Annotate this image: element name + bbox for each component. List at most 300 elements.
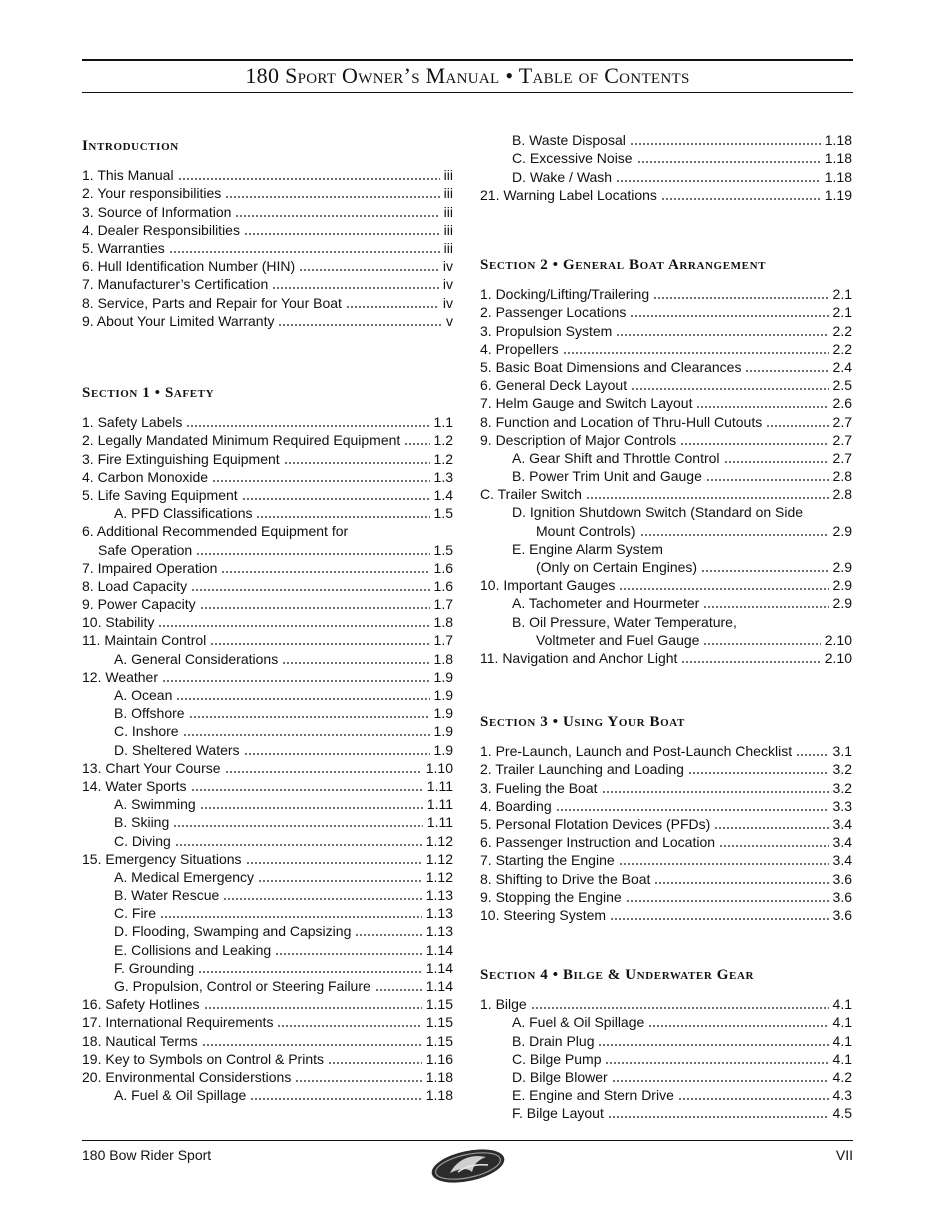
dot-leader [661,198,821,200]
dot-leader [355,934,421,936]
toc-entry [82,867,453,885]
title-bottom-rule [82,92,853,93]
toc-entry-title: C. Fire [114,905,156,922]
dot-leader [186,425,429,427]
toc-entry [82,448,453,466]
toc-entry-title: A. Fuel & Oil Spillage [114,1087,247,1104]
toc-entry-page: 1.6 [433,559,453,576]
toc-entry [480,375,852,393]
toc-entry-title: 3. Source of Information [82,203,232,220]
toc-entry-title: B. Drain Plug [512,1032,595,1049]
toc-entry-title: 8. Service, Parts and Repair for Your Boat [82,294,342,311]
toc-entry-page: 4.5 [832,1105,852,1122]
toc-entry [82,1067,453,1085]
dot-leader [277,1025,421,1027]
dot-leader [714,827,828,829]
toc-entry-title: 1. This Manual [82,167,174,184]
toc-entry-page: 2.6 [832,395,852,412]
dot-leader [223,898,421,900]
toc-entry-page: 2.10 [824,649,852,666]
toc-entry-title: 21. Warning Label Locations [480,186,657,203]
toc-entry-page: 4.1 [832,1050,852,1067]
toc-entry-title: 2. Trailer Launching and Loading [480,761,684,778]
toc-entry [82,703,453,721]
dot-leader [688,772,829,774]
toc-entry-title: 9. Description of Major Controls [480,431,677,448]
toc-entry [82,1049,453,1067]
toc-entry-page: 1.4 [433,486,453,503]
section-1-continued-list [480,130,852,203]
dot-leader [640,534,829,536]
dot-leader [221,571,429,573]
toc-entry [82,939,453,957]
toc-entry-page: 1.8 [433,650,453,667]
dot-leader [225,771,422,773]
toc-entry-page: iii [443,203,453,220]
toc-entry-page: 1.18 [425,1087,453,1104]
dot-leader [648,1025,828,1027]
toc-entry-title: A. Ocean [114,687,173,703]
toc-entry [480,575,852,593]
toc-entry-page: 4.1 [832,1014,852,1031]
toc-entry-title: 9. Power Capacity [82,596,196,613]
toc-entry-title: D. Wake / Wash [512,168,613,185]
toc-entry [480,448,852,466]
dot-leader [703,643,820,645]
dot-leader [235,215,439,217]
introduction-heading: Introduction [82,138,179,154]
toc-entry-page: 3.3 [832,797,852,814]
dot-leader [246,862,422,864]
dot-leader [631,388,828,390]
dot-leader [619,863,829,865]
section-1-list [82,412,453,1103]
toc-entry-title: 9. About Your Limited Warranty [82,312,275,329]
toc-entry [82,794,453,812]
toc-entry-page: 1.1 [433,414,453,431]
dot-leader [678,1098,829,1100]
toc-entry [82,812,453,830]
toc-entry [480,484,852,502]
toc-entry-page: 1.12 [425,850,453,867]
toc-entry-page: 1.3 [433,468,453,485]
toc-entry-page: 1.9 [433,668,453,685]
toc-entry-page: iii [443,221,453,238]
toc-entry-title: 5. Warranties [82,239,165,256]
toc-entry-title: E. Engine and Stern Drive [512,1087,674,1104]
toc-entry [480,648,852,666]
toc-entry-title: 2. Passenger Locations [480,304,627,321]
dot-leader [605,1062,828,1064]
toc-entry-title: F. Grounding [114,959,195,976]
toc-entry [82,849,453,867]
toc-entry [82,485,453,503]
toc-entry [480,1049,852,1067]
toc-entry-title: C. Inshore [114,723,179,740]
toc-entry-page: iii [443,185,453,202]
toc-entry [480,320,852,338]
toc-entry [82,958,453,976]
dot-leader [608,1116,829,1118]
toc-entry-page: 2.8 [832,486,852,503]
toc-entry-title: Mount Controls) [536,522,636,539]
toc-entry [82,467,453,485]
toc-entry-title: 1. Bilge [480,996,527,1013]
dot-leader [703,606,828,608]
toc-entry [480,741,852,759]
toc-entry-title: B. Skiing [114,814,170,831]
toc-entry-title: 11. Navigation and Anchor Light [480,649,678,666]
page-title: 180 Sport Owner’s Manual • Table of Contents [245,63,690,88]
toc-entry-page: 1.9 [433,705,453,722]
toc-entry [82,201,453,219]
toc-entry [82,1012,453,1030]
toc-entry [82,612,453,630]
toc-entry-page: 2.9 [832,577,852,594]
dot-leader [258,880,422,882]
toc-entry-title: 3. Propulsion System [480,322,613,339]
toc-entry-page: 2.5 [832,377,852,394]
toc-entry [480,887,852,905]
dot-leader [212,480,429,482]
toc-entry-title: A. Swimming [114,796,196,813]
toc-entry-page: 2.1 [832,304,852,321]
toc-entry [82,539,453,557]
dot-leader [531,1007,829,1009]
section-2-list [480,284,852,666]
toc-entry-title: 6. Passenger Instruction and Location [480,834,716,851]
toc-entry-title: 2. Your responsibilities [82,185,222,202]
toc-entry-title: 19. Key to Symbols on Control & Prints [82,1050,324,1067]
toc-entry-page: 3.1 [832,743,852,760]
dot-leader [680,443,828,445]
toc-entry [82,685,453,703]
toc-entry [480,466,852,484]
dot-leader [637,161,821,163]
dot-leader [200,607,430,609]
dot-leader [244,233,440,235]
dot-leader [173,825,423,827]
dot-leader [175,844,422,846]
toc-entry-page: 4.3 [832,1087,852,1104]
dot-leader [745,370,828,372]
toc-entry-page: 1.19 [824,186,852,203]
toc-entry-title: D. Sheltered Waters [114,741,240,758]
toc-entry [82,292,453,310]
toc-entry-title: C. Trailer Switch [480,486,582,503]
toc-entry-title: B. Oil Pressure, Water Temperature, [512,613,737,630]
toc-entry-title: 12. Weather [82,668,159,685]
toc-entry-page: 1.18 [824,150,852,167]
toc-entry-title: 20. Environmental Considerstions [82,1068,292,1085]
toc-entry-page: 1.15 [425,1014,453,1031]
toc-entry [480,539,852,557]
dot-leader [653,297,828,299]
dot-leader [282,662,429,664]
section-2-heading: Section 2 • General Boat Arrangement [480,257,767,273]
toc-entry-page: 2.1 [832,286,852,303]
toc-entry-page: 1.11 [426,796,453,813]
dot-leader [328,1062,422,1064]
dot-leader [210,643,429,645]
toc-entry-title: B. Waste Disposal [512,132,626,149]
toc-entry [82,739,453,757]
toc-entry [480,796,852,814]
toc-entry [480,630,852,648]
toc-entry-page: 1.14 [425,978,453,994]
toc-entry [82,758,453,776]
dot-leader [766,425,828,427]
toc-entry-title: Voltmeter and Fuel Gauge [536,631,700,648]
toc-entry-page: 1.13 [425,923,453,940]
toc-entry-page: 1.9 [433,723,453,740]
toc-entry-page: 2.7 [832,449,852,466]
toc-entry-title: 10. Stability [82,614,155,631]
toc-entry-page: 1.14 [425,959,453,976]
toc-entry [480,284,852,302]
dot-leader [244,753,430,755]
toc-entry [82,503,453,521]
dot-leader [706,479,829,481]
toc-entry [82,667,453,685]
toc-entry-title: 3. Fueling the Boat [480,779,598,796]
footer-rule [82,1140,853,1141]
toc-entry-page: 1.8 [433,614,453,631]
toc-entry [480,130,852,148]
toc-entry-title: D. Flooding, Swamping and Capsizing [114,923,352,940]
toc-entry-page: 1.15 [425,996,453,1013]
toc-entry-title: 15. Emergency Situations [82,850,242,867]
toc-entry-page: 1.18 [824,132,852,149]
toc-entry [82,430,453,448]
toc-entry [480,1103,852,1121]
toc-entry [480,520,852,538]
toc-entry [82,220,453,238]
dot-leader [198,971,422,973]
toc-entry [82,994,453,1012]
toc-entry-page: 1.2 [433,450,453,467]
dot-leader [275,953,422,955]
toc-entry [480,1012,852,1030]
dot-leader [796,754,828,756]
toc-entry-title: D. Bilge Blower [512,1068,608,1085]
dot-leader [278,324,442,326]
footer-manual-name: 180 Bow Rider Sport [82,1147,212,1163]
toc-entry-page: 4.2 [832,1068,852,1085]
toc-entry-title: 9. Stopping the Engine [480,888,622,905]
dot-leader [169,251,440,253]
section-1-heading: Section 1 • Safety [82,385,215,401]
toc-entry [480,557,852,575]
toc-entry-title: 1. Pre-Launch, Launch and Post-Launch Checklist [480,743,793,760]
dot-leader [610,918,828,920]
toc-entry-page: 3.6 [832,870,852,887]
dot-leader [719,845,828,847]
dot-leader [602,791,829,793]
toc-entry [480,1030,852,1048]
toc-entry-title: 7. Starting the Engine [480,852,615,869]
dot-leader [346,306,439,308]
toc-entry [480,850,852,868]
toc-entry-title: 5. Basic Boat Dimensions and Clearances [480,358,742,375]
toc-entry-title: E. Engine Alarm System [512,540,663,557]
dot-leader [189,716,430,718]
toc-entry [480,994,852,1012]
dot-leader [586,497,829,499]
toc-entry-title: 18. Nautical Terms [82,1032,198,1049]
toc-entry [480,593,852,611]
toc-entry-title: 10. Important Gauges [480,577,616,594]
toc-entry-title: 8. Shifting to Drive the Boat [480,870,651,887]
toc-entry-page: 1.7 [433,632,453,649]
dot-leader [242,498,430,500]
toc-entry-title: C. Bilge Pump [512,1050,602,1067]
toc-entry [480,502,852,520]
toc-entry [480,814,852,832]
toc-entry-page: 1.11 [426,814,453,831]
toc-entry-page: 4.1 [832,1032,852,1049]
dot-leader [158,625,429,627]
toc-entry-title: 1. Safety Labels [82,414,183,431]
toc-entry-page: 1.15 [425,1032,453,1049]
toc-entry [480,185,852,203]
toc-entry-title: 3. Fire Extinguishing Equipment [82,450,280,467]
dot-leader [556,809,829,811]
toc-entry-page: 3.4 [832,834,852,851]
toc-entry-page: v [446,312,453,329]
toc-entry-title: A. Medical Emergency [114,868,255,885]
dot-leader [200,807,423,809]
toc-entry-page: 2.4 [832,358,852,375]
brand-logo-icon [428,1146,508,1186]
toc-entry-title: E. Collisions and Leaking [114,941,272,958]
toc-entry [82,256,453,274]
toc-entry [480,868,852,886]
dot-leader [162,680,430,682]
toc-entry-page: 1.5 [433,541,453,558]
toc-entry-title: 11. Maintain Control [82,632,207,649]
toc-entry-page: iv [442,294,453,311]
section-3-list [480,741,852,923]
toc-entry-title: 17. International Requirements [82,1014,274,1031]
toc-entry-page: 1.5 [433,505,453,522]
toc-entry-title: G. Propulsion, Control or Steering Failure [114,978,371,994]
toc-entry [82,1085,453,1103]
dot-leader [619,588,828,590]
toc-entry-page: 2.7 [832,431,852,448]
toc-entry [82,885,453,903]
toc-entry-title: 16. Safety Hotlines [82,996,200,1013]
dot-leader [616,334,828,336]
toc-entry [82,830,453,848]
toc-entry [82,558,453,576]
toc-entry-title: 8. Load Capacity [82,577,188,594]
toc-entry-title: D. Ignition Shutdown Switch (Standard on Side [512,504,804,521]
toc-entry [82,311,453,329]
toc-entry-title: C. Excessive Noise [512,150,633,167]
dot-leader [191,789,423,791]
toc-entry-page: 2.7 [832,413,852,430]
dot-leader [696,406,828,408]
dot-leader [256,516,429,518]
toc-entry-page: 1.9 [433,687,453,703]
toc-entry-page: 1.12 [425,832,453,849]
toc-entry-title: 5. Personal Flotation Devices (PFDs) [480,815,711,832]
toc-entry [82,903,453,921]
toc-entry [480,832,852,850]
toc-entry-title: B. Power Trim Unit and Gauge [512,468,702,485]
dot-leader [295,1080,421,1082]
toc-entry-page: 3.6 [832,906,852,923]
dot-leader [272,287,439,289]
dot-leader [724,461,829,463]
section-4-heading: Section 4 • Bilge & Underwater Gear [480,967,755,983]
toc-entry-title: B. Offshore [114,705,185,722]
toc-entry-page: 1.18 [425,1068,453,1085]
toc-entry-title: 4. Dealer Responsibilities [82,221,240,238]
dot-leader [563,352,829,354]
dot-leader [284,462,430,464]
toc-entry-title: A. General Considerations [114,650,279,667]
toc-entry-title: 8. Function and Location of Thru-Hull Cutouts [480,413,763,430]
toc-entry-title: Safe Operation [98,541,193,558]
toc-entry-title: (Only on Certain Engines) [536,559,698,575]
toc-entry [480,302,852,320]
toc-entry-title: F. Bilge Layout [512,1105,604,1122]
toc-entry-page: 3.4 [832,815,852,832]
dot-leader [701,570,828,572]
toc-entry [82,238,453,256]
toc-entry-title: 4. Boarding [480,797,552,814]
toc-entry [82,921,453,939]
dot-leader [654,882,828,884]
toc-entry-page: 1.10 [425,759,453,776]
toc-entry-title: 5. Life Saving Equipment [82,486,238,503]
toc-entry [480,357,852,375]
toc-entry-page: 1.7 [433,596,453,613]
dot-leader [202,1044,422,1046]
toc-entry-page: 2.10 [824,631,852,648]
toc-entry [82,648,453,666]
toc-entry-title: 2. Legally Mandated Minimum Required Equipment [82,432,401,449]
dot-leader [404,443,429,445]
toc-entry-page: 2.8 [832,468,852,485]
toc-entry-title: 14. Water Sports [82,777,187,794]
dot-leader [196,553,429,555]
dot-leader [681,661,820,663]
dot-leader [250,1098,421,1100]
toc-entry [82,776,453,794]
toc-entry [82,1030,453,1048]
toc-entry [82,721,453,739]
toc-entry-title: 6. Hull Identification Number (HIN) [82,258,296,275]
introduction-list [82,165,453,329]
dot-leader [630,143,821,145]
toc-entry [480,393,852,411]
dot-leader [183,734,430,736]
dot-leader [160,916,422,918]
toc-entry [82,976,453,994]
toc-entry [480,777,852,795]
toc-entry [82,274,453,292]
toc-entry-page: 3.4 [832,852,852,869]
toc-entry-page: 1.14 [425,941,453,958]
toc-entry-page: 3.2 [832,779,852,796]
toc-entry-page: 1.18 [824,168,852,185]
toc-entry [480,148,852,166]
toc-entry-title: 13. Chart Your Course [82,759,221,776]
toc-entry [480,166,852,184]
